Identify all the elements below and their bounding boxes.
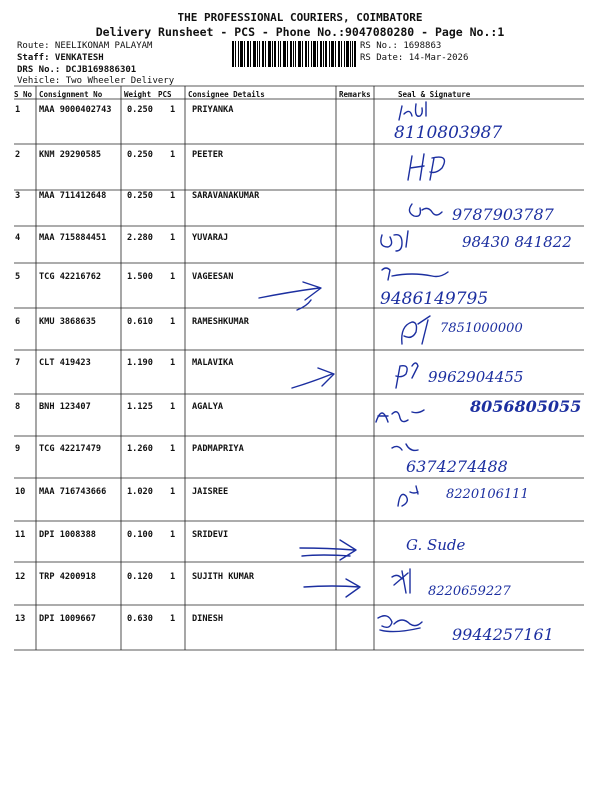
- row-consignment: MAA 9000402743: [39, 105, 112, 115]
- row-consignment: TCG 42217479: [39, 444, 102, 454]
- row-consignment: TRP 4200918: [39, 572, 96, 582]
- row-pcs: 1: [170, 191, 176, 201]
- staff-label: Staff: VENKATESH: [17, 53, 104, 63]
- handwritten-signature: [372, 563, 582, 605]
- row-consignment: CLT 419423: [39, 358, 91, 368]
- row-sno: 9: [15, 444, 21, 454]
- row-consignment: DPI 1008388: [39, 530, 96, 540]
- signature-text: 9962904455: [428, 368, 524, 386]
- signature-text: 9944257161: [452, 625, 554, 644]
- handwritten-signature: [372, 227, 582, 263]
- row-consignee: RAMESHKUMAR: [192, 317, 249, 327]
- col-pcs: PCS: [158, 90, 172, 99]
- row-pcs: 1: [170, 402, 176, 412]
- handwritten-signature: [372, 192, 572, 228]
- row-pcs: 1: [170, 233, 176, 243]
- row-consignment: KNM 29290585: [39, 150, 102, 160]
- runsheet-title: Delivery Runsheet - PCS - Phone No.:9047080280 - Page No.:1: [95, 25, 505, 39]
- row-consignee: PEETER: [192, 150, 224, 160]
- col-remarks: Remarks: [339, 90, 371, 99]
- row-weight: 0.630: [127, 614, 153, 624]
- handwritten-signature: [372, 310, 572, 352]
- row-weight: 0.120: [127, 572, 153, 582]
- handwritten-signature: [372, 98, 572, 146]
- drs-label: DRS No.: DCJB169886301: [17, 65, 137, 75]
- row-consignment: MAA 711412648: [39, 191, 107, 201]
- row-sno: 3: [15, 191, 21, 201]
- row-pcs: 1: [170, 272, 176, 282]
- row-consignment: DPI 1009667: [39, 614, 96, 624]
- rs-number: RS No.: 1698863: [360, 41, 442, 51]
- row-consignee: VAGEESAN: [192, 272, 234, 282]
- row-weight: 1.020: [127, 487, 153, 497]
- row-consignee: PADMAPRIYA: [192, 444, 244, 454]
- row-sno: 7: [15, 358, 21, 368]
- row-consignee: PRIYANKA: [192, 105, 234, 115]
- col-consignment: Consignment No: [39, 90, 103, 99]
- rs-date: RS Date: 14-Mar-2026: [360, 53, 469, 63]
- arrow-icon: [255, 278, 335, 314]
- row-sno: 1: [15, 105, 21, 115]
- handwritten-signature: [372, 478, 582, 520]
- col-weight: Weight: [124, 90, 152, 99]
- arrow-icon: [288, 362, 348, 398]
- row-sno: 13: [15, 614, 26, 624]
- handwritten-signature: [372, 352, 582, 394]
- row-consignment: MAA 715884451: [39, 233, 107, 243]
- row-consignee: SARAVANAKUMAR: [192, 191, 260, 201]
- row-sno: 6: [15, 317, 21, 327]
- arrow-icon: [296, 538, 366, 568]
- handwritten-signature: [372, 436, 582, 478]
- signature-text: 7851000000: [440, 321, 523, 336]
- row-weight: 1.260: [127, 444, 153, 454]
- row-weight: 0.250: [127, 191, 153, 201]
- signature-text: G. Sude: [406, 536, 466, 554]
- row-consignment: MAA 716743666: [39, 487, 107, 497]
- row-pcs: 1: [170, 487, 176, 497]
- row-pcs: 1: [170, 572, 176, 582]
- company-title: THE PROFESSIONAL COURIERS, COIMBATORE: [177, 11, 423, 24]
- vehicle-label: Vehicle: Two Wheeler Delivery: [17, 76, 175, 86]
- signature-text: 8110803987: [394, 123, 503, 143]
- row-consignee: SUJITH KUMAR: [192, 572, 255, 582]
- route-label: Route: NEELIKONAM PALAYAM: [17, 41, 153, 51]
- row-sno: 5: [15, 272, 21, 282]
- row-pcs: 1: [170, 444, 176, 454]
- arrow-icon: [300, 575, 370, 605]
- row-pcs: 1: [170, 105, 176, 115]
- row-sno: 12: [15, 572, 26, 582]
- row-pcs: 1: [170, 317, 176, 327]
- signature-text: 98430 841822: [462, 233, 572, 251]
- row-consignee: JAISREE: [192, 487, 229, 497]
- row-consignment: BNH 123407: [39, 402, 91, 412]
- row-consignment: TCG 42216762: [39, 272, 102, 282]
- row-sno: 4: [15, 233, 21, 243]
- row-pcs: 1: [170, 150, 176, 160]
- row-sno: 8: [15, 402, 21, 412]
- row-pcs: 1: [170, 614, 176, 624]
- row-weight: 0.250: [127, 150, 153, 160]
- row-pcs: 1: [170, 530, 176, 540]
- handwritten-signature: [372, 394, 582, 436]
- row-pcs: 1: [170, 358, 176, 368]
- handwritten-signature: [372, 522, 582, 562]
- row-weight: 1.500: [127, 272, 153, 282]
- row-consignee: DINESH: [192, 614, 224, 624]
- row-weight: 2.280: [127, 233, 153, 243]
- row-consignee: AGALYA: [192, 402, 224, 412]
- row-sno: 11: [15, 530, 26, 540]
- signature-text: 9787903787: [452, 205, 554, 224]
- col-sno: S No: [14, 90, 33, 99]
- row-consignee: SRIDEVI: [192, 530, 229, 540]
- row-consignment: KMU 3868635: [39, 317, 96, 327]
- row-weight: 0.100: [127, 530, 153, 540]
- signature-text: 9486149795: [380, 289, 489, 309]
- col-consignee: Consignee Details: [188, 90, 265, 99]
- handwritten-signature: [372, 604, 582, 650]
- row-sno: 10: [15, 487, 26, 497]
- row-consignee: YUVARAJ: [192, 233, 229, 243]
- handwritten-signature: [372, 262, 572, 310]
- signature-text: 8056805055: [470, 397, 582, 416]
- row-weight: 0.610: [127, 317, 153, 327]
- signature-text: 8220659227: [428, 584, 511, 599]
- row-weight: 1.190: [127, 358, 153, 368]
- row-consignee: MALAVIKA: [192, 358, 234, 368]
- row-weight: 1.125: [127, 402, 153, 412]
- col-signature: Seal & Signature: [398, 90, 471, 99]
- row-sno: 2: [15, 150, 21, 160]
- signature-text: 6374274488: [406, 457, 508, 476]
- handwritten-signature: [372, 146, 572, 190]
- signature-text: 8220106111: [446, 487, 529, 502]
- row-weight: 0.250: [127, 105, 153, 115]
